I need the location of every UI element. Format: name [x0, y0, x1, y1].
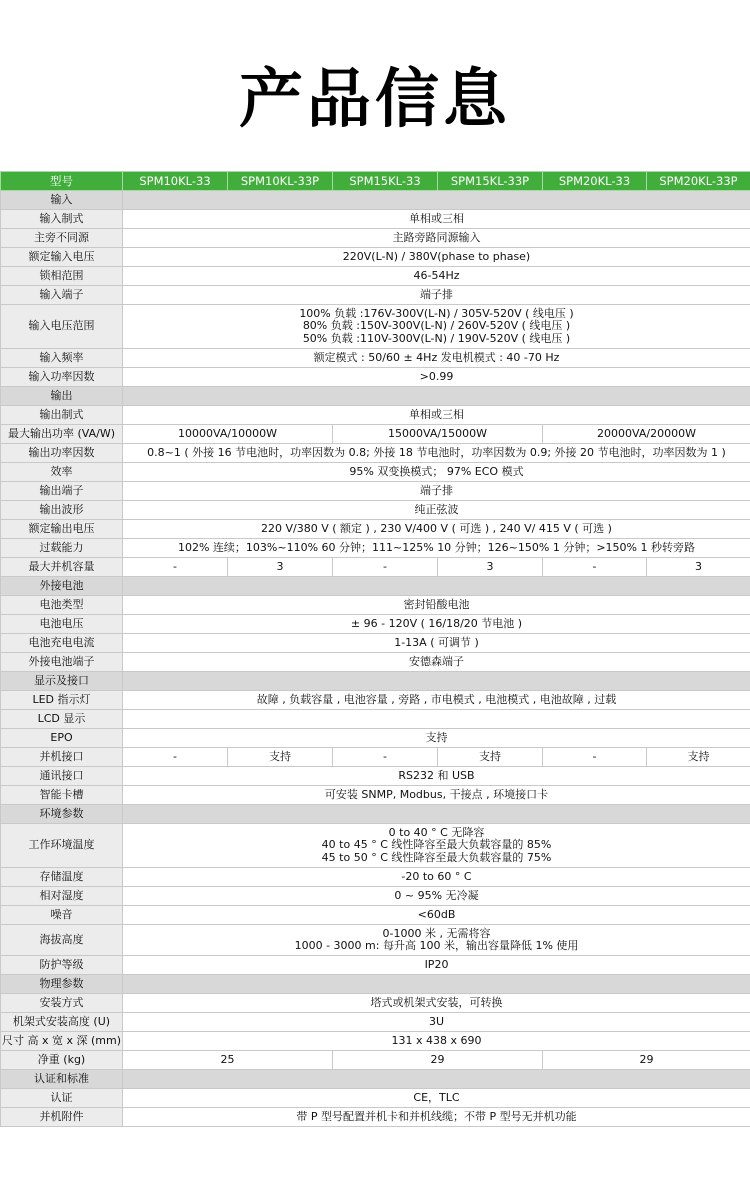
section-row — [1, 387, 750, 406]
value-cell: ± 96 - 120V ( 16/18/20 节电池 ) — [123, 615, 750, 634]
value-cell: 支持 — [228, 748, 333, 767]
row-label: 存储温度 — [1, 868, 123, 887]
section-fill — [123, 387, 750, 406]
row-label: 过载能力 — [1, 539, 123, 558]
value-cell: 支持 — [438, 748, 543, 767]
section-row — [1, 191, 750, 210]
table-row — [1, 634, 750, 653]
table-row — [1, 596, 750, 615]
row-label: 海拔高度 — [1, 925, 123, 956]
table-row — [1, 1089, 750, 1108]
value-cell: 25 — [123, 1051, 333, 1070]
section-title: 外接电池 — [1, 577, 123, 596]
table-row — [1, 956, 750, 975]
row-label: 相对湿度 — [1, 887, 123, 906]
section-fill — [123, 805, 750, 824]
table-row — [1, 482, 750, 501]
value-line: 0-1000 米 , 无需将容 — [382, 926, 491, 940]
value-cell: 3 — [438, 558, 543, 577]
value-cell: 3 — [647, 558, 750, 577]
table-header-row — [1, 172, 750, 191]
section-title: 输出 — [1, 387, 123, 406]
value-cell: 29 — [543, 1051, 750, 1070]
table-row — [1, 305, 750, 349]
table-row — [1, 539, 750, 558]
section-fill — [123, 672, 750, 691]
row-label: 最大并机容量 — [1, 558, 123, 577]
value-cell: IP20 — [123, 956, 750, 975]
section-title: 输入 — [1, 191, 123, 210]
page-title: 产品信息 — [239, 63, 511, 137]
row-label: 额定输入电压 — [1, 248, 123, 267]
row-label: 输入功率因数 — [1, 368, 123, 387]
value-line: 80% 负载 :150V-300V(L-N) / 260V-520V ( 线电压 ) — [302, 319, 571, 333]
value-cell: 塔式或机架式安装，可转换 — [123, 994, 750, 1013]
value-cell: <60dB — [123, 906, 750, 925]
row-label: 输出制式 — [1, 406, 123, 425]
value-cell: - — [543, 748, 647, 767]
row-label: LED 指示灯 — [1, 691, 123, 710]
table-row — [1, 710, 750, 729]
value-cell: 额定模式 : 50/60 ± 4Hz 发电机模式 : 40 -70 Hz — [123, 349, 750, 368]
table-row — [1, 349, 750, 368]
table-row — [1, 824, 750, 868]
spec-table — [0, 171, 750, 1127]
value-cell: 带 P 型号配置并机卡和并机线缆；不带 P 型号无并机功能 — [123, 1108, 750, 1127]
table-row — [1, 463, 750, 482]
value-cell — [123, 710, 750, 729]
value-line: 40 to 45 ° C 线性降容至最大负载容量的 85% — [321, 838, 552, 852]
row-label: 输入端子 — [1, 286, 123, 305]
value-cell: RS232 和 USB — [123, 767, 750, 786]
table-row — [1, 887, 750, 906]
table-row — [1, 210, 750, 229]
table-row — [1, 1051, 750, 1070]
row-label: 输出波形 — [1, 501, 123, 520]
row-label: 并机接口 — [1, 748, 123, 767]
value-cell: - — [333, 558, 438, 577]
row-label: 噪音 — [1, 906, 123, 925]
row-label: 输入频率 — [1, 349, 123, 368]
row-label: 工作环境温度 — [1, 824, 123, 868]
value-cell: 20000VA/20000W — [543, 425, 750, 444]
table-row — [1, 906, 750, 925]
value-cell: 102% 连续；103%~110% 60 分钟；111~125% 10 分钟；126~150% 1 分钟；>150% 1 秒转旁路 — [123, 539, 750, 558]
value-cell: 46-54Hz — [123, 267, 750, 286]
row-label: LCD 显示 — [1, 710, 123, 729]
section-row — [1, 672, 750, 691]
value-cell: 3U — [123, 1013, 750, 1032]
value-cell: - — [123, 558, 228, 577]
section-row — [1, 1070, 750, 1089]
table-row — [1, 1032, 750, 1051]
table-row — [1, 229, 750, 248]
value-cell: 131 x 438 x 690 — [123, 1032, 750, 1051]
value-cell: 0.8~1 ( 外接 16 节电池时，功率因数为 0.8; 外接 18 节电池时，功率因数为 0.9; 外接 20 节电池时，功率因数为 1 ) — [123, 444, 750, 463]
section-fill — [123, 975, 750, 994]
row-label: 安装方式 — [1, 994, 123, 1013]
table-row — [1, 286, 750, 305]
value-cell — [123, 305, 750, 349]
row-label: 效率 — [1, 463, 123, 482]
table-row — [1, 520, 750, 539]
section-title: 认证和标准 — [1, 1070, 123, 1089]
row-label: 净重 (kg) — [1, 1051, 123, 1070]
model-header: SPM10KL-33 — [123, 172, 228, 191]
row-label: 输入制式 — [1, 210, 123, 229]
model-header: SPM10KL-33P — [228, 172, 333, 191]
value-cell: 95% 双变换模式； 97% ECO 模式 — [123, 463, 750, 482]
value-cell: 可安装 SNMP, Modbus, 干接点 , 环境接口卡 — [123, 786, 750, 805]
value-cell: 端子排 — [123, 482, 750, 501]
value-line: 1000 - 3000 m: 每升高 100 米，输出容量降低 1% 使用 — [294, 939, 579, 952]
row-label: 电池类型 — [1, 596, 123, 615]
value-cell: >0.99 — [123, 368, 750, 387]
row-label: 输入电压范围 — [1, 305, 123, 349]
value-cell: 29 — [333, 1051, 543, 1070]
row-label: 防护等级 — [1, 956, 123, 975]
table-row — [1, 501, 750, 520]
section-title: 环境参数 — [1, 805, 123, 824]
row-label: 最大输出功率 (VA/W) — [1, 425, 123, 444]
row-label: 尺寸 高 x 宽 x 深 (mm) — [1, 1032, 123, 1051]
value-cell: 220 V/380 V ( 额定 ) , 230 V/400 V ( 可选 ) , 240 V/ 415 V ( 可选 ) — [123, 520, 750, 539]
table-row — [1, 1013, 750, 1032]
model-header: SPM20KL-33 — [543, 172, 647, 191]
value-line: 100% 负载 :176V-300V(L-N) / 305V-520V ( 线电压 ) — [299, 306, 574, 320]
table-row — [1, 691, 750, 710]
table-row — [1, 786, 750, 805]
table-row — [1, 615, 750, 634]
value-cell: -20 to 60 ° C — [123, 868, 750, 887]
section-fill — [123, 191, 750, 210]
value-line: 0 to 40 ° C 无降容 — [388, 825, 485, 839]
value-cell: 支持 — [123, 729, 750, 748]
row-label: 输出端子 — [1, 482, 123, 501]
value-cell: 支持 — [647, 748, 750, 767]
table-row — [1, 444, 750, 463]
table-row — [1, 267, 750, 286]
table-row — [1, 248, 750, 267]
value-cell: 故障 , 负载容量 , 电池容量 , 旁路 , 市电模式 , 电池模式 , 电池故障 , 过载 — [123, 691, 750, 710]
row-label: 认证 — [1, 1089, 123, 1108]
row-label: 电池电压 — [1, 615, 123, 634]
table-row — [1, 729, 750, 748]
value-cell: 0 ~ 95% 无冷凝 — [123, 887, 750, 906]
table-row — [1, 425, 750, 444]
row-label: 外接电池端子 — [1, 653, 123, 672]
section-row — [1, 577, 750, 596]
value-cell: 密封铅酸电池 — [123, 596, 750, 615]
table-row — [1, 1108, 750, 1127]
table-row — [1, 558, 750, 577]
value-cell: 1-13A ( 可调节 ) — [123, 634, 750, 653]
model-header: SPM20KL-33P — [647, 172, 750, 191]
table-row — [1, 925, 750, 956]
value-cell: - — [543, 558, 647, 577]
row-label: 机架式安装高度 (U) — [1, 1013, 123, 1032]
value-cell: CE，TLC — [123, 1089, 750, 1108]
row-label: 智能卡槽 — [1, 786, 123, 805]
row-label: 并机附件 — [1, 1108, 123, 1127]
value-cell — [123, 925, 750, 956]
header-label: 型号 — [1, 172, 123, 191]
value-cell — [123, 824, 750, 868]
value-cell: 单相或三相 — [123, 406, 750, 425]
table-row — [1, 406, 750, 425]
section-fill — [123, 577, 750, 596]
row-label: 电池充电电流 — [1, 634, 123, 653]
row-label: 通讯接口 — [1, 767, 123, 786]
value-cell: 纯正弦波 — [123, 501, 750, 520]
value-line: 50% 负载 :110V-300V(L-N) / 190V-520V ( 线电压 ) — [302, 331, 571, 345]
section-row — [1, 975, 750, 994]
row-label: 锁相范围 — [1, 267, 123, 286]
table-row — [1, 994, 750, 1013]
value-cell: - — [333, 748, 438, 767]
value-cell: 220V(L-N) / 380V(phase to phase) — [123, 248, 750, 267]
value-cell: 15000VA/15000W — [333, 425, 543, 444]
row-label: 主旁不同源 — [1, 229, 123, 248]
value-cell: 端子排 — [123, 286, 750, 305]
section-fill — [123, 1070, 750, 1089]
section-title: 显示及接口 — [1, 672, 123, 691]
table-row — [1, 767, 750, 786]
section-title: 物理参数 — [1, 975, 123, 994]
value-cell: 单相或三相 — [123, 210, 750, 229]
table-row — [1, 368, 750, 387]
row-label: EPO — [1, 729, 123, 748]
value-cell: 10000VA/10000W — [123, 425, 333, 444]
value-cell: - — [123, 748, 228, 767]
value-cell: 主路旁路同源输入 — [123, 229, 750, 248]
row-label: 输出功率因数 — [1, 444, 123, 463]
model-header: SPM15KL-33P — [438, 172, 543, 191]
table-row — [1, 748, 750, 767]
section-row — [1, 805, 750, 824]
table-row — [1, 653, 750, 672]
value-cell: 3 — [228, 558, 333, 577]
model-header: SPM15KL-33 — [333, 172, 438, 191]
row-label: 额定输出电压 — [1, 520, 123, 539]
value-cell: 安德森端子 — [123, 653, 750, 672]
table-row — [1, 868, 750, 887]
value-line: 45 to 50 ° C 线性降容至最大负载容量的 75% — [321, 850, 552, 864]
